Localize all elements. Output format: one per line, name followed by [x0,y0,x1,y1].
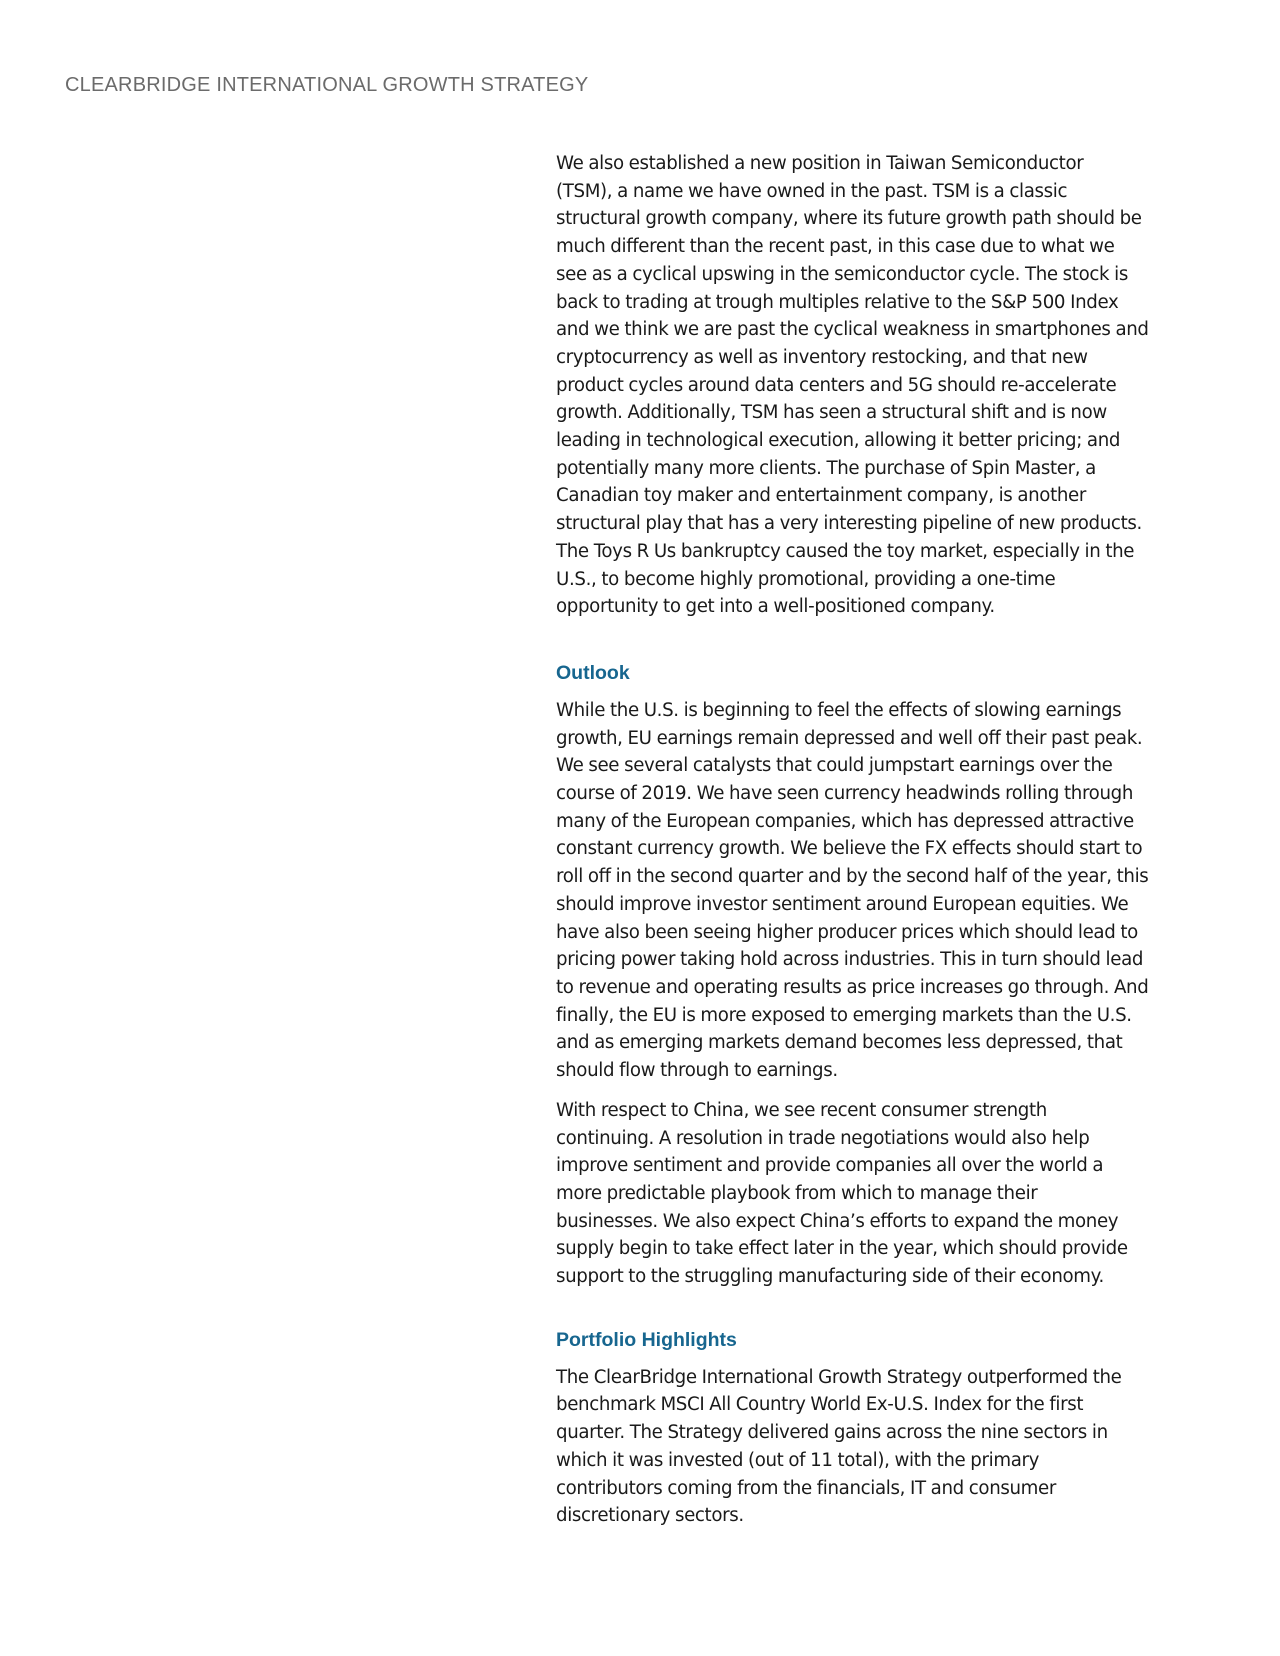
outlook-paragraph-2 [556,1097,1206,1291]
text-line: We also established a new position in Taiwan Semiconductor [556,153,1084,174]
text-line: which it was invested (out of 11 total), with the primary [556,1449,1040,1471]
text-line: see as a cyclical upswing in the semiconductor cycle. The stock is [556,263,1128,285]
text-line: structural growth company, where its future growth path should be [556,208,1142,230]
text-line: structural play that has a very interesting pipeline of new products. [556,513,1142,535]
text-line: The Toys R Us bankruptcy caused the toy market, especially in the [556,540,1135,562]
text-line: constant currency growth. We believe the FX effects should start to [556,838,1143,860]
text-line: more predictable playbook from which to manage their [556,1182,1038,1204]
text-line: should flow through to earnings. [556,1060,838,1082]
main-content [556,150,1206,1530]
text-line: growth, EU earnings remain depressed and well off their past peak. [556,727,1143,749]
outlook-paragraph-1 [556,697,1206,1085]
text-line: leading in technological execution, allowing it better pricing; and [556,430,1121,452]
text-line: much different than the recent past, in this case due to what we [556,236,1115,258]
page-header-title: CLEARBRIDGE INTERNATIONAL GROWTH STRATEGY [65,74,589,96]
text-line: continuing. A resolution in trade negotiations would also help [556,1127,1090,1149]
text-line: supply begin to take effect later in the year, which should provide [556,1238,1128,1260]
text-line: discretionary sectors. [556,1505,744,1527]
text-line: While the U.S. is beginning to feel the effects of slowing earnings [556,699,1122,721]
text-line: businesses. We also expect China’s efforts to expand the money [556,1210,1119,1232]
text-line: support to the struggling manufacturing side of their economy. [556,1266,1104,1288]
text-line: The ClearBridge International Growth Strategy outperformed the [556,1366,1122,1388]
text-line: course of 2019. We have seen currency headwinds rolling through [556,783,1134,805]
text-line: U.S., to become highly promotional, providing a one-time [556,568,1056,590]
text-line: growth. Additionally, TSM has seen a structural shift and is now [556,402,1107,424]
intro-paragraph [556,150,1206,621]
text-line: quarter. The Strategy delivered gains across the nine sectors in [556,1422,1108,1444]
text-line: to revenue and operating results as price increases go through. And [556,976,1149,998]
portfolio-highlights-paragraph-1 [556,1364,1206,1530]
text-line: Canadian toy maker and entertainment company, is another [556,485,1087,507]
outlook-heading: Outlook [556,661,630,684]
text-line: potentially many more clients. The purchase of Spin Master, a [556,457,1096,479]
text-line: roll off in the second quarter and by the second half of the year, this [556,866,1149,888]
text-line: (TSM), a name we have owned in the past. TSM is a classic [556,180,1068,202]
text-line: contributors coming from the financials, IT and consumer [556,1477,1057,1499]
text-line: should improve investor sentiment around European equities. We [556,893,1129,915]
text-line: back to trading at trough multiples relative to the S&P 500 Index [556,291,1119,313]
portfolio-highlights-heading: Portfolio Highlights [556,1328,737,1351]
portfolio-highlights-section [556,1327,1206,1530]
text-line: improve sentiment and provide companies all over the world a [556,1155,1104,1177]
text-line: finally, the EU is more exposed to emerging markets than the U.S. [556,1004,1132,1026]
text-line: many of the European companies, which has depressed attractive [556,810,1134,832]
text-line: benchmark MSCI All Country World Ex-U.S. Index for the first [556,1394,1084,1416]
text-line: and we think we are past the cyclical weakness in smartphones and [556,319,1149,341]
text-line: opportunity to get into a well-positioned company. [556,596,995,618]
text-line: have also been seeing higher producer prices which should lead to [556,921,1138,943]
text-line: pricing power taking hold across industries. This in turn should lead [556,949,1144,971]
text-line: With respect to China, we see recent consumer strength [556,1099,1047,1121]
outlook-section [556,660,1206,1291]
text-line: We see several catalysts that could jumpstart earnings over the [556,755,1113,777]
text-line: cryptocurrency as well as inventory restocking, and that new [556,346,1088,368]
text-line: product cycles around data centers and 5G should re-accelerate [556,374,1117,396]
text-line: and as emerging markets demand becomes less depressed, that [556,1032,1123,1054]
